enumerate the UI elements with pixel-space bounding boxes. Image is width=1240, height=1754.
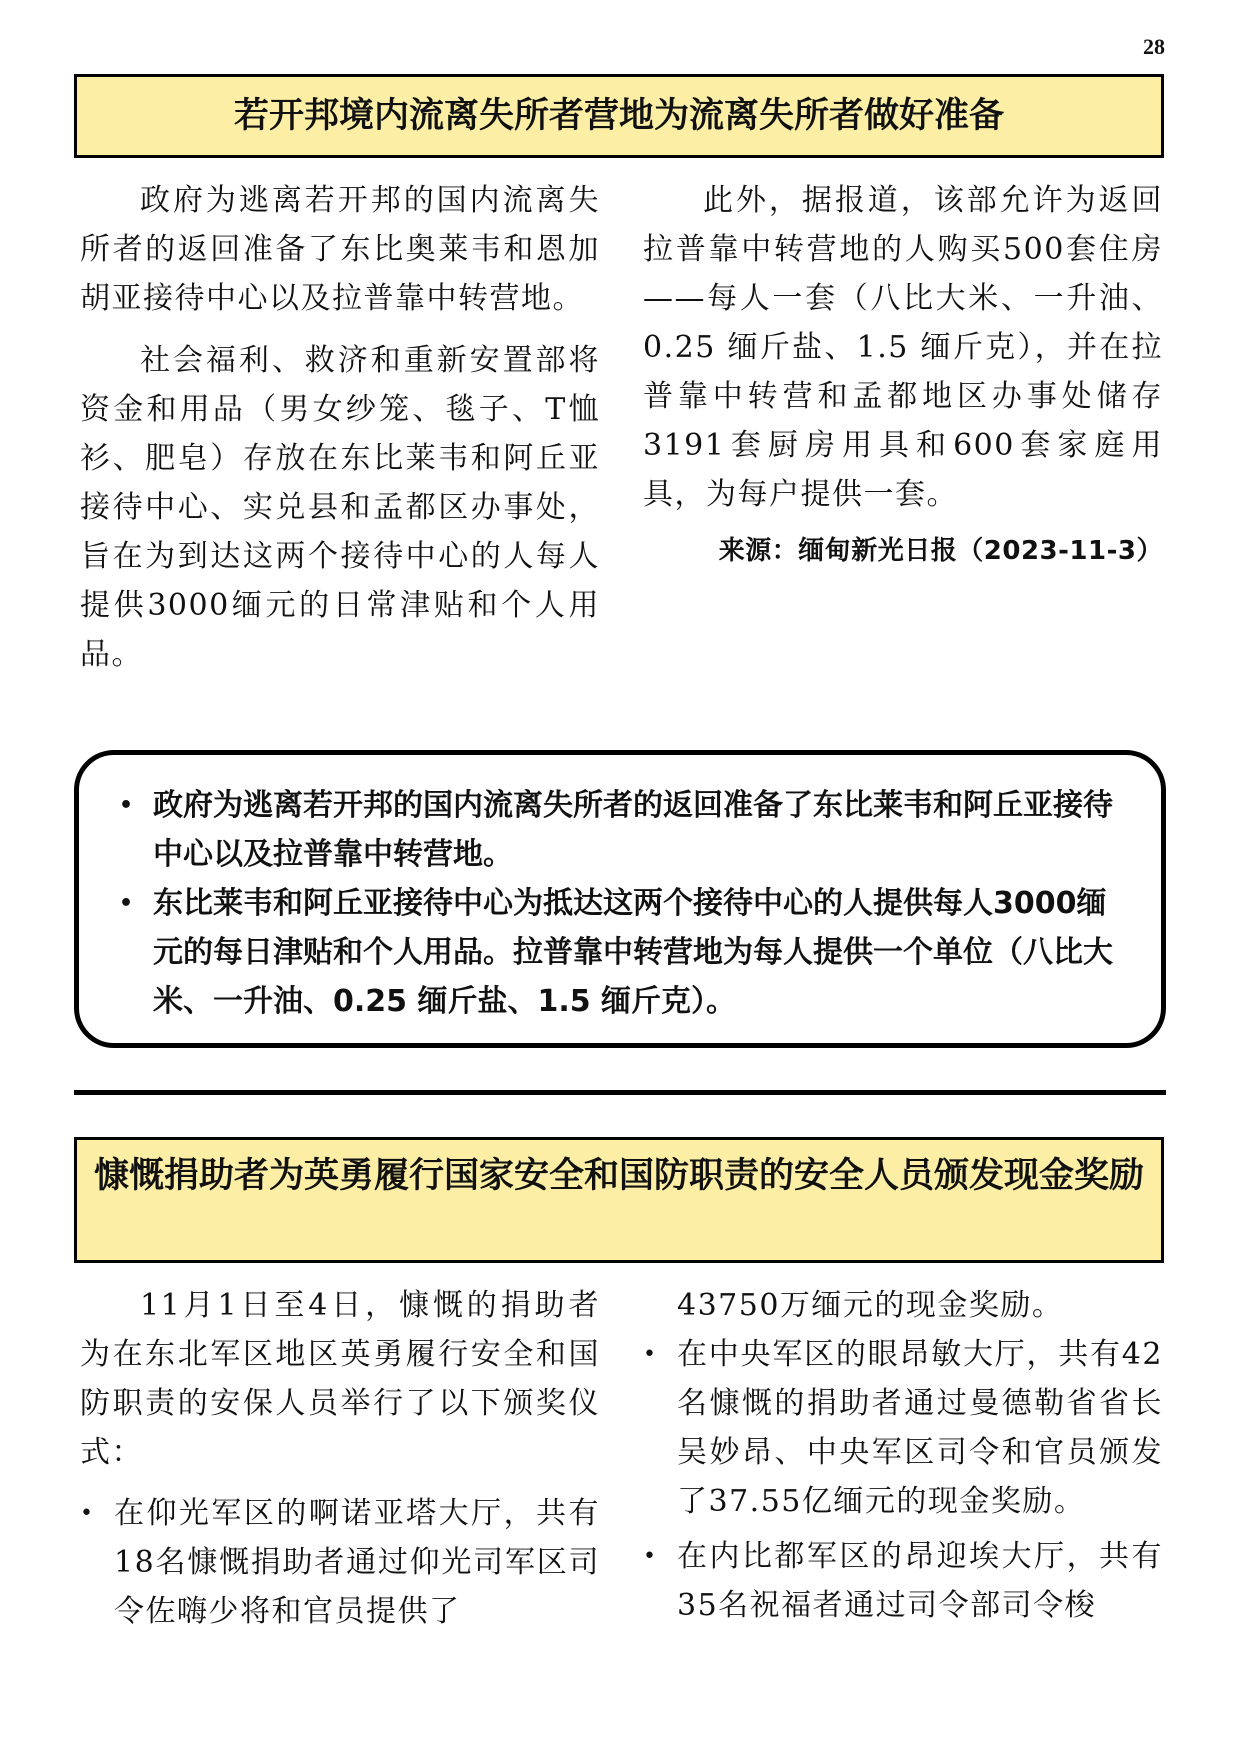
- summary-bullet: • 政府为逃离若开邦的国内流离失所者的返回准备了东比莱韦和阿丘亚接待中心以及拉普靠中转营地。: [119, 781, 1131, 879]
- article2-title: 慷慨捐助者为英勇履行国家安全和国防职责的安全人员颁发现金奖励: [74, 1137, 1164, 1263]
- article2-bullet: • 在内比都军区的昂迎埃大厅，共有35名祝福者通过司令部司令梭: [643, 1532, 1163, 1630]
- article1-left-column: [80, 176, 600, 679]
- page-number: 28: [1143, 34, 1165, 59]
- article1-paragraph: 政府为逃离若开邦的国内流离失所者的返回准备了东比奥莱韦和恩加胡亚接待中心以及拉普靠中转营地。: [80, 183, 600, 316]
- article2-right-column: [643, 1281, 1163, 1630]
- section-divider: [74, 1090, 1166, 1095]
- article2-intro: 11月1日至4日，慷慨的捐助者为在东北军区地区英勇履行安全和国防职责的安保人员举行了以下颁奖仪式：: [80, 1288, 600, 1470]
- article2-continuation: 43750万缅元的现金奖励。: [677, 1288, 1064, 1323]
- article1-paragraph: 社会福利、救济和重新安置部将资金和用品（男女纱笼、毯子、T恤衫、肥皂）存放在东比莱韦和阿丘亚接待中心、实兑县和孟都区办事处，旨在为到达这两个接待中心的人每人提供3000缅元的日常津贴和个人用品。: [80, 343, 600, 672]
- article2-left-column: [80, 1281, 600, 1636]
- article2-bullet: • 在中央军区的眼昂敏大厅，共有42名慷慨的捐助者通过曼德勒省省长吴妙昂、中央军区司令和官员颁发了37.55亿缅元的现金奖励。: [643, 1330, 1163, 1526]
- article2-bullet: • 在仰光军区的啊诺亚塔大厅，共有18名慷慨捐助者通过仰光司军区司令佐嗨少将和官员提供了: [80, 1489, 600, 1636]
- article1-title: 若开邦境内流离失所者营地为流离失所者做好准备: [74, 74, 1164, 158]
- article1-paragraph: 此外，据报道，该部允许为返回拉普靠中转营地的人购买500套住房——每人一套（八比大米、一升油、0.25 缅斤盐、1.5 缅斤克），并在拉普靠中转营和孟都地区办事处储存3191套厨房用具和600套家庭用具，为每户提供一套。: [643, 183, 1163, 512]
- summary-bullet: • 东比莱韦和阿丘亚接待中心为抵达这两个接待中心的人提供每人3000缅元的每日津贴和个人用品。拉普靠中转营地为每人提供一个单位（八比大米、一升油、0.25 缅斤盐、1.5 缅斤克）。: [119, 879, 1131, 1026]
- article1-source: 来源：缅甸新光日报（2023-11-3）: [718, 536, 1163, 566]
- article1-right-column: [643, 176, 1163, 576]
- summary-box: [74, 750, 1166, 1048]
